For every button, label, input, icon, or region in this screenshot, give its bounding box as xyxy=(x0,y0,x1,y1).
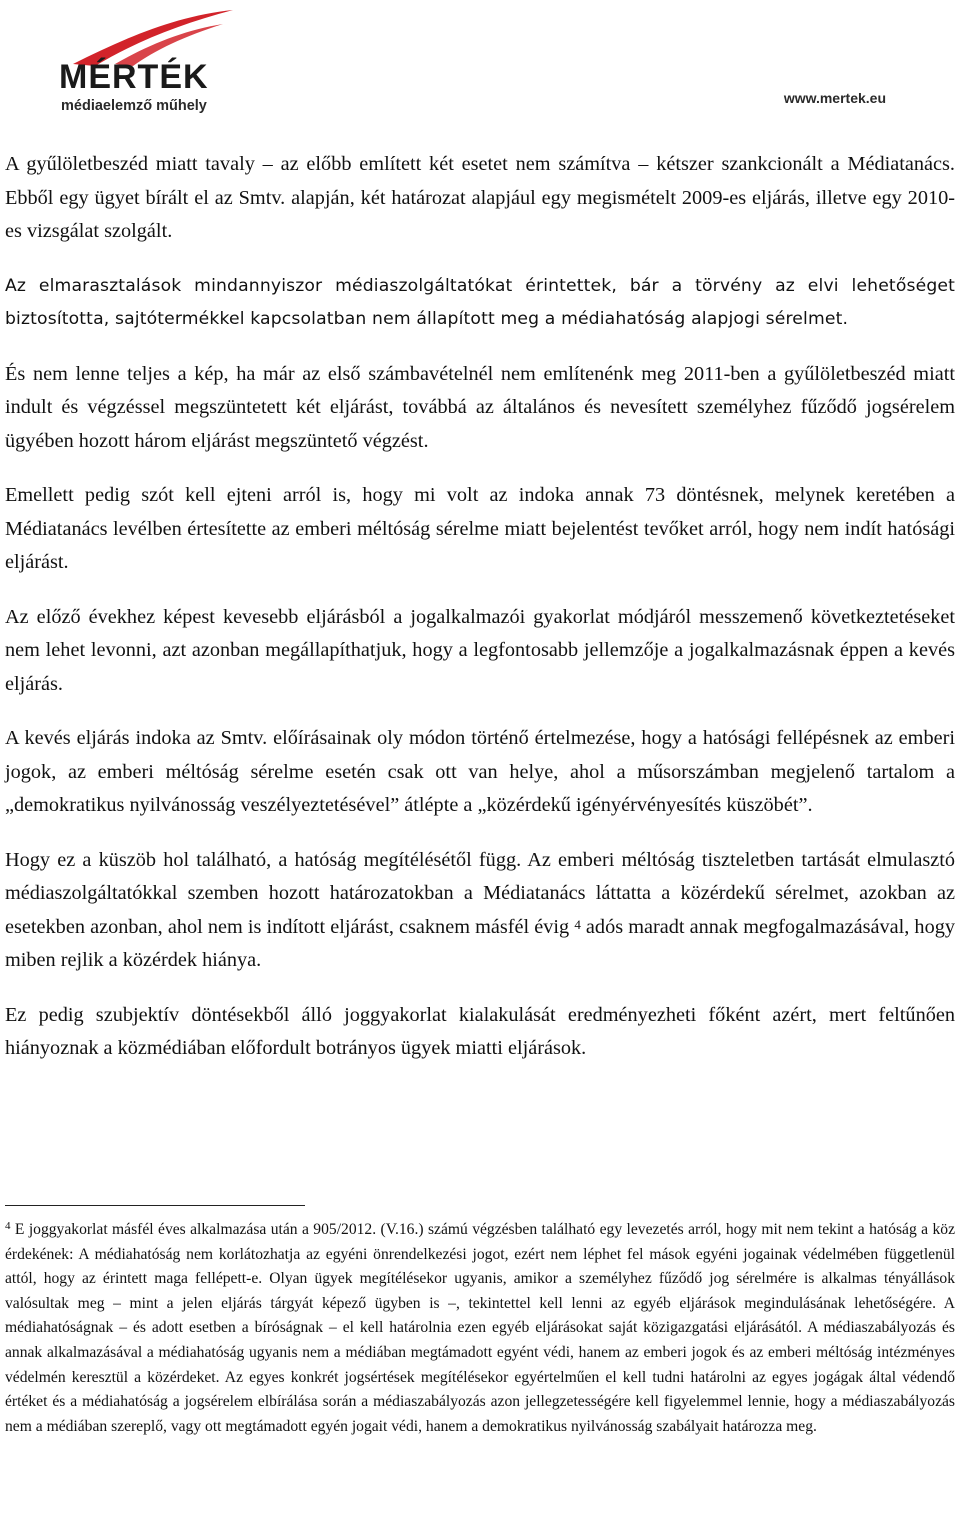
paragraph-2: Az elmarasztalások mindannyiszor médiaszolgáltatókat érintettek, bár a törvény az elvi lehetőséget biztosította, sajtótermékkel kapcsolatban nem állapított meg a médiahatóság alapjogi sérelmet. xyxy=(5,275,955,329)
logo-name: MÉRTÉK xyxy=(59,58,209,96)
footnote-reference[interactable]: 4 xyxy=(574,916,581,932)
paragraph-6: A kevés eljárás indoka az Smtv. előírásainak oly módon történő értelmezése, hogy a hatósági fellépésnek az emberi jogok, az emberi méltóság sérelme esetén csak ott van helye, ahol a műsorszámban megjelenő tartalom a „demokratikus nyilvánosság veszélyeztetésével” átlépte a „közérdekű igényérvényesítés küszöbét”. xyxy=(5,727,955,816)
footnote xyxy=(5,1218,955,1439)
paragraph-4: Emellett pedig szót kell ejteni arról is, hogy mi volt az indoka annak 73 döntésnek, melynek keretében a Médiatanács levélben értesítette az emberi méltóság sérelme miatt bejelentést tevőket arról, hogy nem indít hatósági eljárást. xyxy=(5,484,955,573)
paragraph-7-continuation: adós maradt annak megfogalmazásával, hogy miben rejlik a közérdek hiánya. xyxy=(5,915,955,971)
mertek-logo xyxy=(55,8,245,113)
site-url[interactable]: www.mertek.eu xyxy=(783,90,886,106)
page-header xyxy=(0,0,960,118)
paragraph-3: És nem lenne teljes a kép, ha már az első számbavételnél nem említenénk meg 2011-ben a gyűlöletbeszéd miatt indult és végzéssel megszüntetett két eljárást, továbbá az általános és nevesített személyhez fűződő jogsérelem ügyében hozott három eljárást megszüntető végzést. xyxy=(5,362,955,452)
footnote-divider xyxy=(5,1205,305,1206)
paragraph-7 xyxy=(5,844,955,978)
paragraph-1: A gyűlöletbeszéd miatt tavaly – az előbb említett két esetet nem számítva – kétszer szankcionált a Médiatanács. Ebből egy ügyet bírált el az Smtv. alapján, két határozat alapjául egy megismételt 2009-es eljárás, illetve egy 2010-es vizsgálat szolgált. xyxy=(5,153,955,242)
paragraph-5: Az előző évekhez képest kevesebb eljárásból a jogalkalmazói gyakorlat módjáról messzemenő következtetéseket nem lehet levonni, azt azonban megállapíthatjuk, hogy a legfontosabb jellemzője a jogalkalmazásnak éppen a kevés eljárás. xyxy=(5,605,955,695)
main-text xyxy=(5,148,955,1087)
logo-subtitle: médiaelemző műhely xyxy=(61,98,207,114)
footnote-text: E joggyakorlat másfél éves alkalmazása után a 905/2012. (V.16.) számú végzésben található egy levezetés arról, hogy mit nem tekint a hatóság a köz érdekének: A médiahatóság nem korlátozhatja az egyéni önrendelkezési jogot, ezért nem léphet fel mások egyéni jogainak védelmében függetlenül attól, hogy az érintett maga fellépett-e. Olyan ügyek megítélésekor ugyanis, amikor a személyhez fűződő jog sérelmére is alkalmas tényállások valósultak meg – mint a jelen eljárás tárgyát képező ügyben is –, tekintettel kell lenni az egyéb eljárások megindulásának lehetőségére. A médiahatóságnak – és adott esetben a bíróságnak – el kell határolnia ezen egyéb eljárásokat saját közigazgatási eljárásától. A médiaszabályozás és annak alkalmazásával a médiahatóság ugyanis nem a médiában megtámadott egyént védi, hanem az emberi jogok és az emberi méltóság intézményes védelmén keresztül a közérdeket. Az egyes konkrét jogsértések megítélésekor egyértelműen el kell tudni határolni az egyes jogágak által védendő értéket és a médiahatóság a jogsérelem elbírálása során a médiaszabályozás azon jellegzetességére kell figyelemmel lennie, hogy a médiaszabályozás nem a médiában szereplő, vagy ott megtámadott egyén jogait védi, hanem a demokratikus nyilvánosság szabályait határozza meg. xyxy=(5,1221,955,1435)
paragraph-8: Ez pedig szubjektív döntésekből álló joggyakorlat kialakulását eredményezheti főként azért, mert feltűnően hiányoznak a közmédiában előfordult botrányos ügyek miatti eljárások. xyxy=(5,1003,955,1059)
footnote-number: 4 xyxy=(5,1220,11,1233)
paragraph-7-text: Hogy ez a küszöb hol található, a hatóság megítélésétől függ. Az emberi méltóság tiszteletben tartását elmulasztó médiaszolgáltatókkal szemben hozott határozatokban a Médiatanács láttatta a közérdekű sérelmet, azokban az esetekben azonban, ahol nem is indított eljárást, csaknem másfél évig xyxy=(5,848,955,938)
